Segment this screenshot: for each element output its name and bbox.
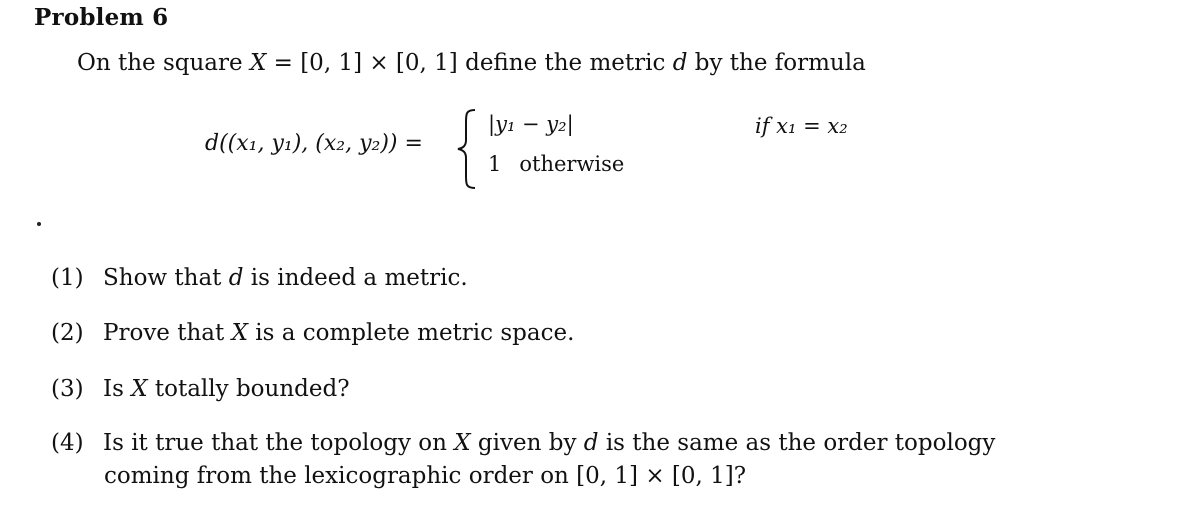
case1-condition: if x₁ = x₂ [755,114,848,138]
case2-value: 1 [488,152,502,176]
question-text: totally bounded? [147,376,350,402]
intro-text-2: define the metric [465,50,673,76]
case2-row [488,152,624,176]
question-text: Is it true that the topology on [103,430,455,456]
formula-lhs: d((x₁, y₁), (x₂, y₂)) = [205,131,423,156]
intro-math-x: X [249,50,267,76]
intro-math-def: = [0, 1] × [0, 1] [266,50,466,76]
problem-title: Problem 6 [34,4,169,31]
question-text: given by [470,430,584,456]
question-math: d [228,265,244,291]
problem-intro [77,50,866,76]
question-number: (3) [51,376,84,402]
question-math: X [131,376,148,402]
bullet-dot [37,222,41,226]
question-math: X [454,430,471,456]
case2-condition: otherwise [519,152,625,176]
question-2 [51,320,574,346]
metric-formula [205,108,885,188]
question-math: d [583,430,599,456]
question-text: is a complete metric space. [247,320,575,346]
case1-value: |y₁ − y₂| [488,112,574,136]
question-text: Is [103,376,132,402]
question-1 [51,265,468,291]
question-text: Show that [103,265,229,291]
question-number: (2) [51,320,84,346]
question-4 [51,430,1151,489]
question-math: X [231,320,248,346]
left-brace-icon [455,108,479,190]
question-text: Prove that [103,320,232,346]
question-number: (4) [51,430,84,456]
question-text: is the same as the order topology [598,430,996,456]
intro-math-d: d [672,50,688,76]
question-4-line-2: coming from the lexicographic order on [0, 1] × [0, 1]? [104,463,747,489]
question-3 [51,376,350,402]
question-number: (1) [51,265,84,291]
intro-text-3: by the formula [687,50,866,76]
question-text: is indeed a metric. [243,265,468,291]
intro-text-1: On the square [77,50,250,76]
question-4-line-1 [51,430,1151,456]
